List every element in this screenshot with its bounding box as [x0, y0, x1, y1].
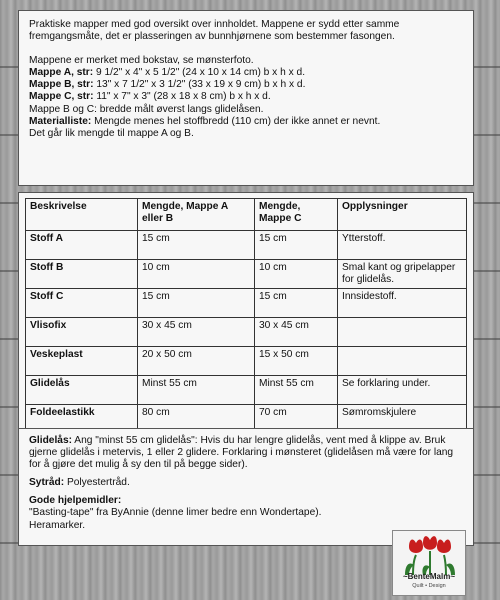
cell-amount-ab: 80 cm	[138, 405, 255, 434]
hjelpemidler-line-2: Heramarker.	[29, 519, 86, 531]
cell-description: Veskeplast	[26, 347, 138, 376]
glidelas-label: Glidelås:	[29, 435, 73, 446]
sytrad-text: Polyestertråd.	[64, 477, 130, 489]
table-row	[26, 318, 467, 347]
intro-paragraph: Praktiske mapper med god oversikt over innholdet. Mappene er sydd etter samme fremgangsmåte, det er plasseringen av bunnhjørnene som bestemmer fasongen.	[29, 19, 400, 43]
materials-table-panel	[18, 192, 474, 432]
header-mengde-ab: Mengde, Mappe A eller B	[138, 199, 255, 231]
header-opplysninger: Opplysninger	[338, 199, 467, 231]
mappe-c-label: Mappe C, str:	[29, 91, 94, 103]
cell-amount-c: 10 cm	[255, 260, 338, 289]
tulips-logo-icon	[399, 535, 461, 575]
mappe-c-size	[29, 91, 463, 103]
mappe-a-label: Mappe A, str:	[29, 67, 94, 79]
hjelpemidler-heading	[29, 495, 463, 507]
material-value: Mengde menes hel stoffbredd (110 cm) der ikke annet er nevnt.	[91, 115, 381, 127]
cell-amount-ab: Minst 55 cm	[138, 376, 255, 405]
cell-info: Sømromskjulere	[338, 405, 467, 434]
mappe-bc-note: Mappe B og C: bredde målt øverst langs glidelåsen.	[29, 103, 264, 115]
table-row	[26, 347, 467, 376]
cell-amount-ab: 10 cm	[138, 260, 255, 289]
cell-info: Innsidestoff.	[338, 289, 467, 318]
mappe-c-value: 11" x 7" x 3" (28 x 18 x 8 cm) b x h x d.	[93, 91, 271, 103]
intro-marking: Mappene er merket med bokstav, se mønsterfoto.	[29, 55, 254, 67]
mappe-a-value: 9 1/2" x 4" x 5 1/2" (24 x 10 x 14 cm) b x h x d.	[93, 67, 306, 79]
hjelpemidler-line-1: "Basting-tape" fra ByAnnie (denne limer bedre enn Wondertape).	[29, 507, 322, 519]
cell-amount-c: 15 cm	[255, 231, 338, 260]
glidelas-note	[29, 435, 463, 471]
table-row	[26, 289, 467, 318]
table-row	[26, 376, 467, 405]
intro-panel	[18, 10, 474, 186]
hjelpemidler-label: Gode hjelpemidler:	[29, 495, 122, 507]
mappe-b-value: 13" x 7 1/2" x 3 1/2" (33 x 19 x 9 cm) b x h x d.	[93, 79, 306, 91]
cell-amount-ab: 15 cm	[138, 231, 255, 260]
cell-info: Smal kant og gripelapper for glidelås.	[338, 260, 467, 289]
cell-amount-c: 70 cm	[255, 405, 338, 434]
cell-description: Glidelås	[26, 376, 138, 405]
glidelas-text: Ang "minst 55 cm glidelås": Hvis du har lengre glidelås, vent med å klippe av. Bruk gjerne glidelås i metervis, 1 eller 2 glidere. Forklaring i mønsteret (glidelåsen må være for lang for å gjøre det mulig å sy den til på begge sider).	[29, 435, 454, 471]
cell-description: Stoff B	[26, 260, 138, 289]
cell-amount-c: 15 x 50 cm	[255, 347, 338, 376]
cell-description: Stoff C	[26, 289, 138, 318]
cell-amount-ab: 30 x 45 cm	[138, 318, 255, 347]
logo-subtitle: Quilt • Design	[412, 583, 446, 589]
cell-amount-c: 15 cm	[255, 289, 338, 318]
cell-amount-ab: 20 x 50 cm	[138, 347, 255, 376]
cell-info	[338, 318, 467, 347]
mappe-b-label: Mappe B, str:	[29, 79, 94, 91]
header-mengde-c: Mengde, Mappe C	[255, 199, 338, 231]
cell-description: Foldeelastikk	[26, 405, 138, 434]
cell-amount-c: Minst 55 cm	[255, 376, 338, 405]
cell-description: Stoff A	[26, 231, 138, 260]
mappe-a-size	[29, 67, 463, 79]
mappe-b-size	[29, 79, 463, 91]
cell-description: Vlisofix	[26, 318, 138, 347]
material-list	[29, 116, 463, 128]
materials-table	[25, 198, 467, 434]
table-row	[26, 260, 467, 289]
sytrad-label: Sytråd:	[29, 477, 65, 489]
sytrad-note	[29, 477, 463, 489]
table-row	[26, 231, 467, 260]
cell-amount-c: 30 x 45 cm	[255, 318, 338, 347]
cell-info: Se forklaring under.	[338, 376, 467, 405]
header-beskrivelse: Beskrivelse	[26, 199, 138, 231]
cell-info: Ytterstoff.	[338, 231, 467, 260]
cell-info	[338, 347, 467, 376]
material-label: Materialliste:	[29, 115, 92, 127]
cell-amount-ab: 15 cm	[138, 289, 255, 318]
notes-panel	[18, 428, 474, 546]
logo-brand-text: ~BenteMalm~	[402, 572, 456, 581]
table-header-row	[26, 199, 467, 231]
same-amount-note: Det går lik mengde til mappe A og B.	[29, 127, 194, 139]
bente-malm-logo	[392, 530, 466, 596]
